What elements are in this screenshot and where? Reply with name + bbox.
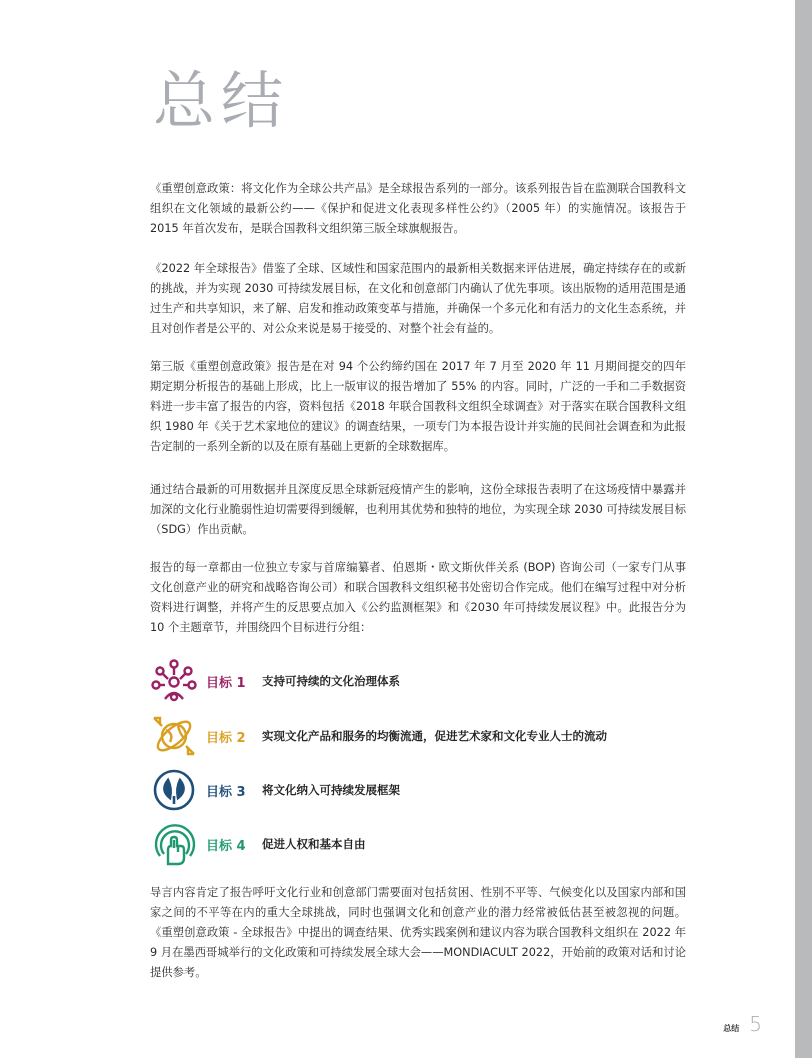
goal-label-2: 目标 2 [206,730,246,746]
goal-description-1: 支持可持续的文化治理体系 [262,674,400,688]
goal-item-2 [150,712,690,760]
globe-orbit-icon [150,712,198,760]
leaf-circle-icon [150,766,198,814]
hand-circle-icon [150,820,198,868]
goal-description-2: 实现文化产品和服务的均衡流通，促进艺术家和文化专业人士的流动 [262,729,607,743]
paragraph-conclusion: 导言内容肯定了报告呼吁文化行业和创意部门需要面对包括贫困、性别不平等、气候变化以及国家内部和国家之间的不平等在内的重大全球挑战，同时也强调文化和创意产业的潜力经常被低估甚至被忽视的问题。《重塑创意政策 - 全球报告》中提出的调查结果、优秀实践案例和建议内容为联合国教科文组织在 2022 年 9 月在墨西哥城举行的文化政策和可持续发展全球大会——MONDIACULT 2022，开始前的政策对话和讨论提供参考。 [150,886,686,979]
network-people-icon [150,657,198,705]
side-margin-bar [795,0,812,1058]
page-footer [723,1012,762,1036]
page-title: 总结 [153,64,290,137]
paragraph-chapters: 报告的每一章都由一位独立专家与首席编纂者、伯恩斯・欧文斯伙伴关系 (BOP) 咨询公司（一家专门从事文化创意产业的研究和战略咨询公司）和联合国教科文组织秘书处密切合作完成。他们在编写过程中对分析资料进行调整，并将产生的反思要点加入《公约监测框架》和《2030 年可持续发展议程》中。此报告分为 10 个主题章节，并围绕四个目标进行分组： [150,561,686,634]
footer-section-label: 总结 [723,1024,740,1033]
goal-description-4: 促进人权和基本自由 [262,837,366,851]
goal-label-3: 目标 3 [206,784,246,800]
paragraph-global-report: 《2022 年全球报告》借鉴了全球、区域性和国家范围内的最新相关数据来评估进展，确定持续存在的或新的挑战，并为实现 2030 可持续发展目标，在文化和创意部门内确认了优先事项。该出版物的适用范围是通过生产和共享知识，来了解、启发和推动政策变革与措施，并确保一个多元化和有活力的文化生态系统，并且对创作者是公平的、对公众来说是易于接受的、对整个社会有益的。 [150,262,686,335]
paragraph-covid: 通过结合最新的可用数据并且深度反思全球新冠疫情产生的影响，这份全球报告表明了在这场疫情中暴露并加深的文化行业脆弱性迫切需要得到缓解，也利用其优势和独特的地位，为实现全球 2030 可持续发展目标（SDG）作出贡献。 [150,483,686,536]
goal-label-4: 目标 4 [206,838,246,854]
goal-item-1 [150,657,690,705]
page-number: 5 [749,1012,762,1036]
goal-label-1: 目标 1 [206,675,246,691]
paragraph-intro: 《重塑创意政策：将文化作为全球公共产品》是全球报告系列的一部分。该系列报告旨在监测联合国教科文组织在文化领域的最新公约——《保护和促进文化表现多样性公约》（2005 年）的实施情况。该报告于 2015 年首次发布，是联合国教科文组织第三版全球旗舰报告。 [150,182,686,235]
goal-item-3 [150,766,690,814]
goal-item-4 [150,820,690,868]
paragraph-third-edition: 第三版《重塑创意政策》报告是在对 94 个公约缔约国在 2017 年 7 月至 2020 年 11 月期间提交的四年期定期分析报告的基础上形成，比上一版审议的报告增加了 55% 的内容。同时，广泛的一手和二手数据资料进一步丰富了报告的内容，资料包括《2018 年联合国教科文组织全球调查》对于落实在联合国教科文组织 1980 年《关于艺术家地位的建议》的调查结果，一项专门为本报告设计并实施的民间社会调查和为此报告定制的一系列全新的以及在原有基础上更新的全球数据库。 [150,360,686,453]
goal-description-3: 将文化纳入可持续发展框架 [262,783,400,797]
